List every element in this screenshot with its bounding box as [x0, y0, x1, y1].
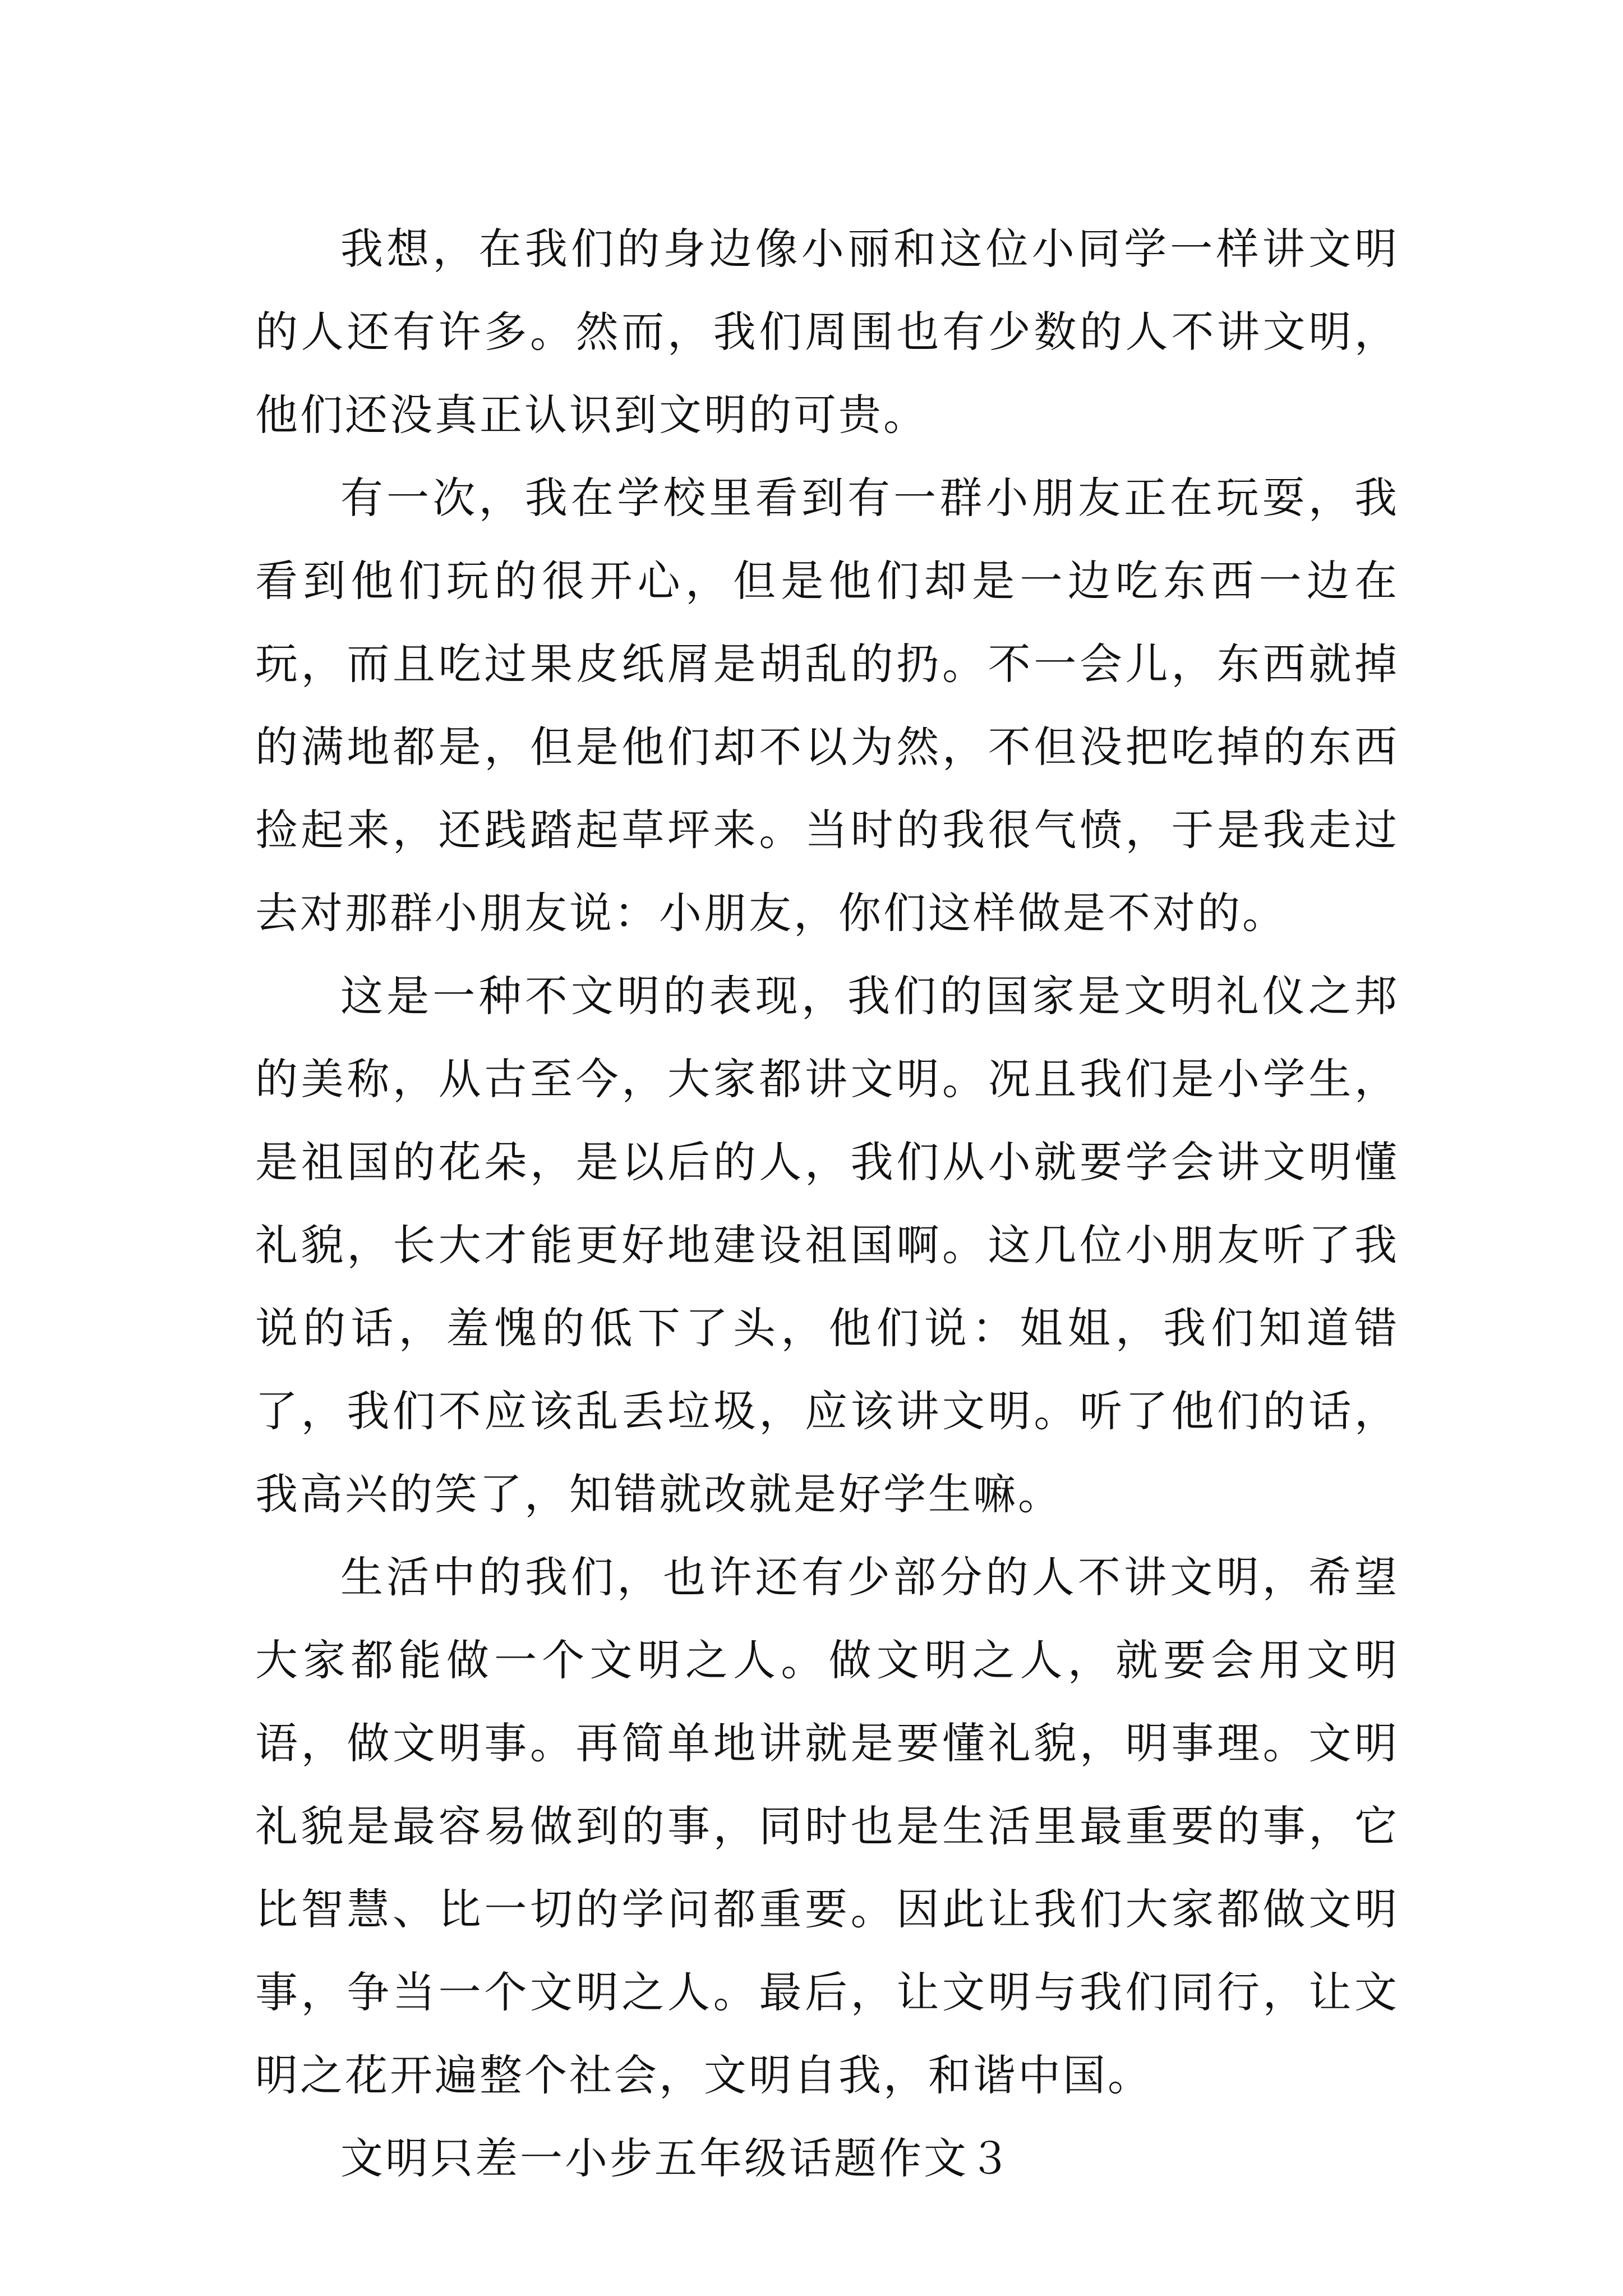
paragraph: 这是一种不文明的表现，我们的国家是文明礼仪之邦的美称，从古至今，大家都讲文明。况且我们是小学生，是祖国的花朵，是以后的人，我们从小就要学会讲文明懂礼貌，长大才能更好地建设祖国啊。这几位小朋友听了我说的话，羞愧的低下了头，他们说：姐姐，我们知道错了，我们不应该乱丢垃圾，应该讲文明。听了他们的话，我高兴的笑了，知错就改就是好学生嘛。: [255, 971, 1399, 1519]
section-heading: 文明只差一小步五年级话题作文３: [340, 2133, 1013, 2183]
paragraph: 生活中的我们，也许还有少部分的人不讲文明，希望大家都能做一个文明之人。做文明之人，就要会用文明语，做文明事。再简单地讲就是要懂礼貌，明事理。文明礼貌是最容易做到的事，同时也是生活里最重要的事，它比智慧、比一切的学问都重要。因此让我们大家都做文明事，争当一个文明之人。最后，让文明与我们同行，让文明之花开遍整个社会，文明自我，和谐中国。: [255, 1552, 1399, 2100]
document-body: [255, 208, 1399, 2200]
paragraph: 我想，在我们的身边像小丽和这位小同学一样讲文明的人还有许多。然而，我们周围也有少数的人不讲文明，他们还没真正认识到文明的可贵。: [255, 224, 1399, 440]
paragraph: 有一次，我在学校里看到有一群小朋友正在玩耍，我看到他们玩的很开心，但是他们却是一边吃东西一边在玩，而且吃过果皮纸屑是胡乱的扔。不一会儿，东西就掉的满地都是，但是他们却不以为然，不但没把吃掉的东西捡起来，还践踏起草坪来。当时的我很气愤，于是我走过去对那群小朋友说：小朋友，你们这样做是不对的。: [255, 473, 1399, 938]
